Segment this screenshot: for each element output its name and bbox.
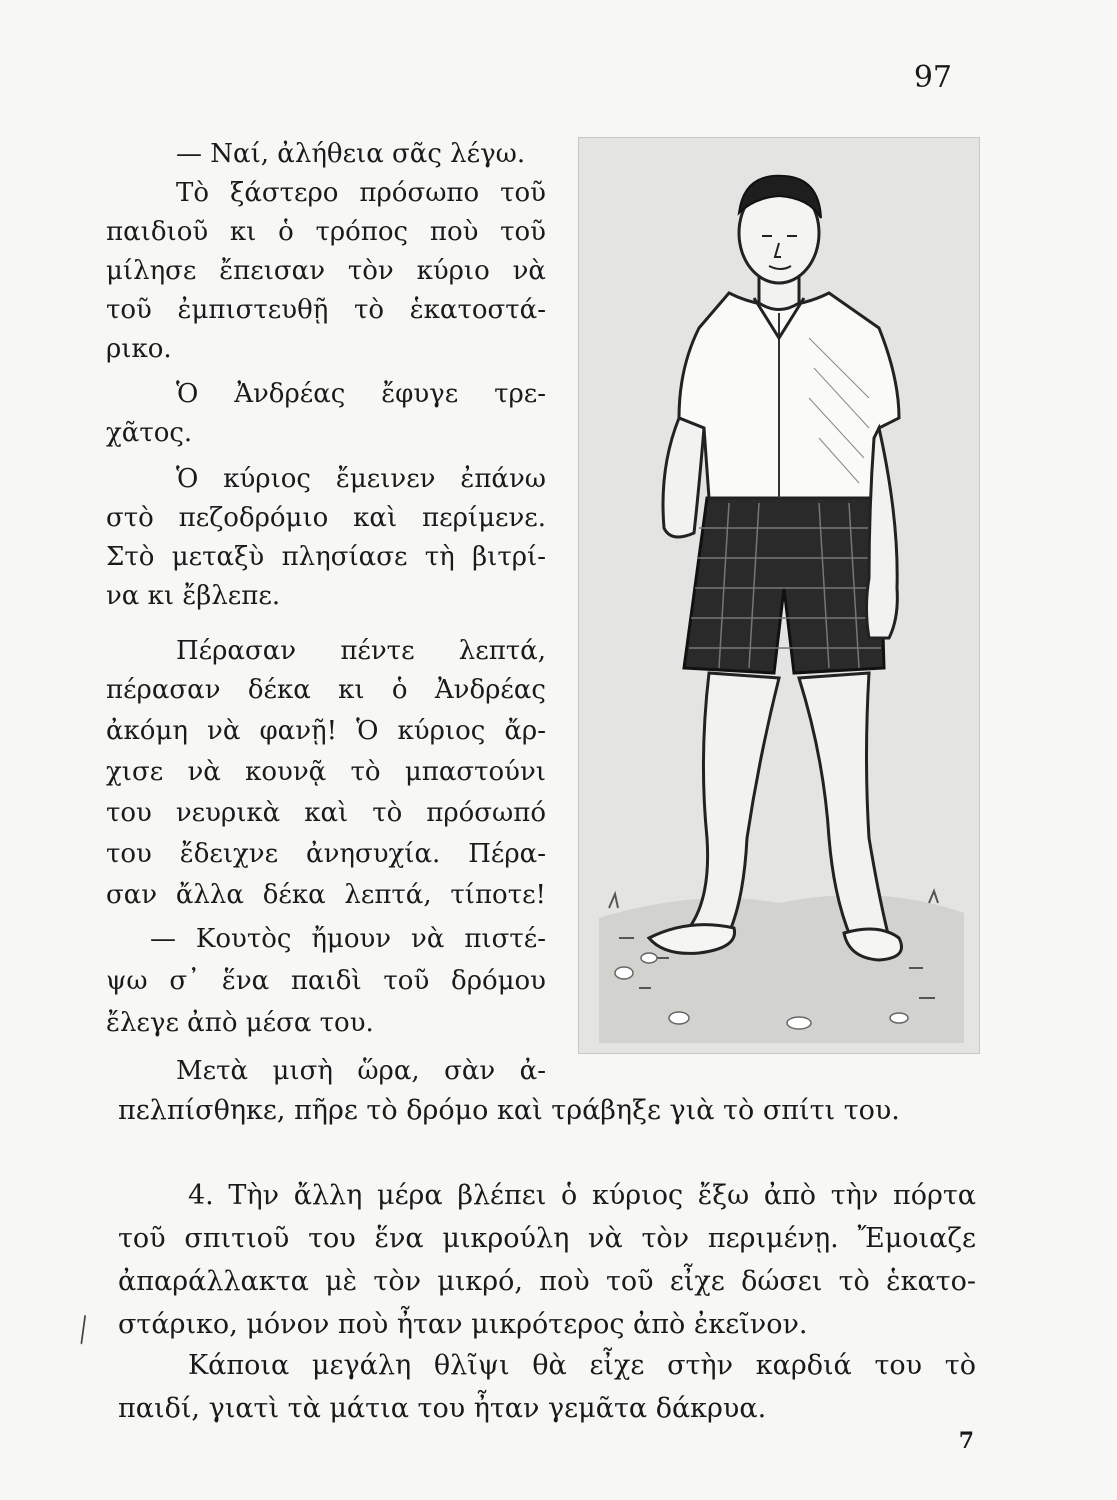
illustration: [578, 137, 980, 1054]
text-line: σαν ἄλλα δέκα λεπτά, τίποτε!: [106, 880, 546, 910]
text-line: Κάποια μεγάλη θλῖψι θὰ εἶχε στὴν καρδιά του τὸ: [188, 1350, 976, 1381]
text-line: μίλησε ἔπεισαν τὸν κύριο νὰ: [106, 256, 546, 286]
text-line: Πέρασαν πέντε λεπτά,: [176, 636, 546, 666]
text-line: του ἔδειχνε ἀνησυχία. Πέρα-: [106, 839, 546, 869]
text-line: τοῦ ἐμπιστευθῇ τὸ ἑκατοστά-: [106, 295, 546, 325]
standing-boy-illustration-icon: [579, 138, 979, 1053]
text-line: παιδί, γιατὶ τὰ μάτια του ἦταν γεμᾶτα δάκρυα.: [118, 1393, 767, 1424]
text-line: παιδιοῦ κι ὁ τρόπος ποὺ τοῦ: [106, 217, 546, 247]
text-line: Στὸ μεταξὺ πλησίασε τὴ βιτρί-: [106, 542, 546, 572]
text-line: — Ναί, ἀλήθεια σᾶς λέγω.: [176, 139, 526, 169]
signature-mark: 7: [958, 1428, 974, 1454]
text-line: πέρασαν δέκα κι ὁ Ἀνδρέας: [106, 675, 546, 705]
text-line: χισε νὰ κουνᾷ τὸ μπαστούνι: [106, 757, 546, 787]
text-line: 4. Τὴν ἄλλη μέρα βλέπει ὁ κύριος ἔξω ἀπὸ τὴν πόρτα: [188, 1180, 976, 1211]
text-line: ἔλεγε ἀπὸ μέσα του.: [106, 1008, 374, 1038]
text-line: ἀκόμη νὰ φανῇ! Ὁ κύριος ἄρ-: [106, 716, 546, 746]
text-line: ἀπαράλλακτα μὲ τὸν μικρό, ποὺ τοῦ εἶχε δώσει τὸ ἑκατο-: [118, 1266, 976, 1297]
text-line: χᾶτος.: [106, 418, 193, 448]
text-line: — Κουτὸς ἤμουν νὰ πιστέ-: [150, 924, 546, 954]
text-line: Μετὰ μισὴ ὥρα, σὰν ἀ-: [176, 1056, 546, 1086]
text-line: του νευρικὰ καὶ τὸ πρόσωπό: [106, 798, 546, 828]
text-line: πελπίσθηκε, πῆρε τὸ δρόμο καὶ τράβηξε γιὰ τὸ σπίτι του.: [118, 1095, 900, 1126]
pencil-mark-icon: ╲: [70, 1316, 96, 1345]
text-line: στὸ πεζοδρόμιο καὶ περίμενε.: [106, 503, 546, 533]
text-line: τοῦ σπιτιοῦ του ἕνα μικρούλη νὰ τὸν περιμένῃ. Ἔμοιαζε: [118, 1223, 976, 1254]
text-line: να κι ἔβλεπε.: [106, 581, 281, 611]
page-number: 97: [913, 60, 952, 95]
text-line: ρικο.: [106, 334, 172, 364]
text-line: Ὁ κύριος ἔμεινεν ἐπάνω: [176, 464, 546, 494]
text-line: Ὁ Ἀνδρέας ἔφυγε τρε-: [176, 379, 546, 409]
text-line: ψω σ᾽ ἕνα παιδὶ τοῦ δρόμου: [106, 966, 546, 996]
text-line: Τὸ ξάστερο πρόσωπο τοῦ: [176, 178, 546, 208]
text-line: στάρικο, μόνον ποὺ ἦταν μικρότερος ἀπὸ ἐκεῖνον.: [118, 1309, 808, 1340]
